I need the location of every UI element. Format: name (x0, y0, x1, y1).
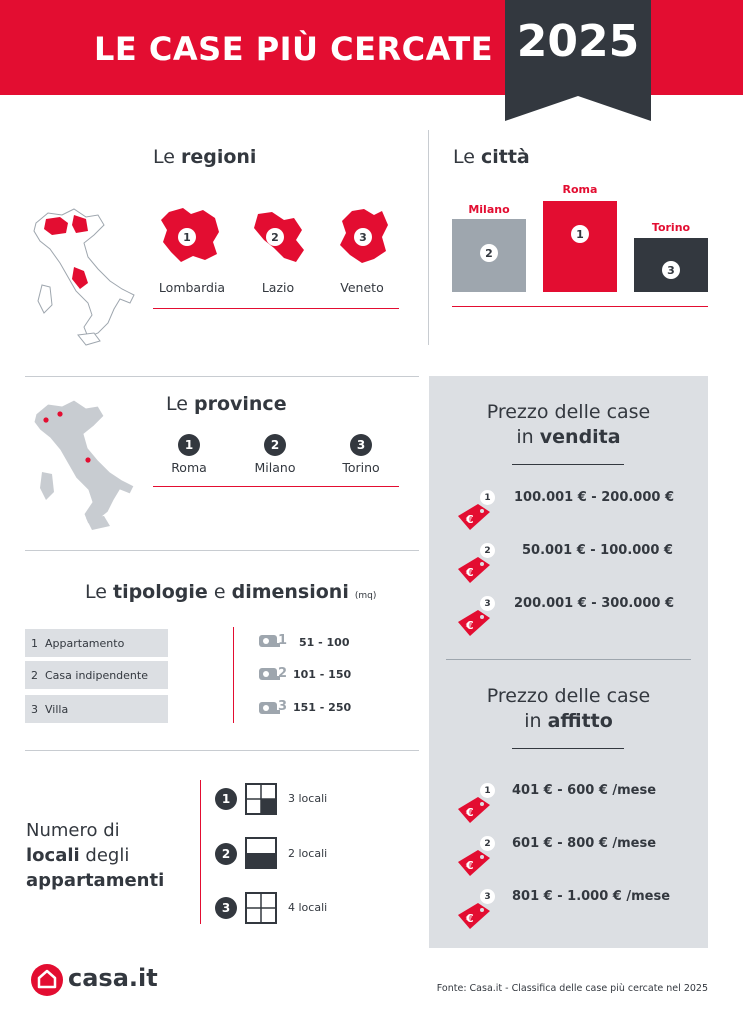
regioni-label-lazio: Lazio (261, 280, 295, 295)
vendita-rank-1-badge: 1 (480, 490, 495, 505)
vendita-rank-3-badge: 3 (480, 596, 495, 611)
divider-3 (25, 750, 419, 751)
citta-rank-roma-badge: 1 (571, 225, 589, 243)
citta-rank-milano-badge: 2 (480, 244, 498, 262)
province-label-milano: Milano (254, 460, 296, 475)
citta-label-torino: Torino (651, 221, 691, 234)
vendita-rank-2-badge: 2 (480, 543, 495, 558)
floorplan-4-icon (245, 892, 277, 924)
vendita-value-1: 100.001 € - 200.000 € (514, 490, 675, 505)
regioni-rank-1-badge: 1 (178, 228, 196, 246)
svg-text:€: € (466, 806, 474, 819)
vendita-value-2: 50.001 € - 100.000 € (522, 543, 673, 558)
affitto-rank-3-badge: 3 (480, 889, 495, 904)
affitto-rank-2-badge: 2 (480, 836, 495, 851)
size-row-3 (258, 699, 280, 719)
vendita-heading: Prezzo delle case in vendita (486, 401, 651, 448)
italy-map-province-icon (30, 398, 146, 532)
regioni-rank-3-badge: 3 (354, 228, 372, 246)
tape-measure-icon (258, 632, 280, 648)
floorplan-2-icon (245, 837, 277, 869)
affitto-heading: Prezzo delle case in affitto (486, 685, 651, 732)
tipologie-red-divider (233, 627, 234, 723)
source-note: Fonte: Casa.it - Classifica delle case più cercate nel 2025 (436, 983, 708, 994)
tipologia-item-2: 2 Casa indipendente (25, 661, 168, 689)
affitto-rank-1-badge: 1 (480, 783, 495, 798)
locali-rank-1-badge: 1 (215, 788, 237, 810)
citta-heading: Le città (453, 146, 530, 168)
locali-red-divider (200, 780, 201, 924)
vendita-underline (512, 464, 624, 465)
province-rank-2-badge: 2 (264, 434, 286, 456)
svg-text:€: € (466, 619, 474, 632)
citta-rank-torino-badge: 3 (662, 261, 680, 279)
floorplan-3-icon (245, 783, 277, 815)
tipologie-heading: Le tipologie e dimensioni (mq) (85, 581, 377, 603)
tape-measure-icon (258, 699, 280, 715)
citta-underline (452, 306, 708, 307)
size-row-2 (258, 665, 280, 685)
affitto-value-1: 401 € - 600 € /mese (512, 783, 657, 798)
locali-label-1: 3 locali (288, 792, 328, 805)
regioni-label-veneto: Veneto (340, 280, 384, 295)
province-underline (153, 486, 399, 487)
tape-measure-icon (258, 665, 280, 681)
divider-1 (25, 376, 419, 377)
euro-tag-icon (456, 555, 492, 585)
province-rank-1-badge: 1 (178, 434, 200, 456)
panel-divider (446, 659, 691, 660)
euro-tag-icon (456, 795, 492, 825)
province-label-roma: Roma (171, 460, 207, 475)
citta-label-milano: Milano (468, 203, 510, 216)
tipologia-item-1: 1 Appartamento (25, 629, 168, 657)
vendita-value-3: 200.001 € - 300.000 € (514, 596, 675, 611)
svg-text:€: € (466, 912, 474, 925)
size-range-2: 101 - 150 (293, 668, 352, 681)
euro-tag-icon (456, 608, 492, 638)
affitto-value-3: 801 € - 1.000 € /mese (512, 889, 671, 904)
divider-2 (25, 550, 419, 551)
svg-text:€: € (466, 566, 474, 579)
locali-rank-3-badge: 3 (215, 897, 237, 919)
size-range-3: 151 - 250 (293, 701, 352, 714)
locali-rank-2-badge: 2 (215, 843, 237, 865)
regioni-heading: Le regioni (153, 146, 257, 168)
province-label-torino: Torino (342, 460, 380, 475)
euro-tag-icon (456, 502, 492, 532)
page-title: LE CASE PIÙ CERCATE (94, 30, 494, 68)
affitto-underline (512, 748, 624, 749)
size-rank-1: 1 (278, 633, 288, 648)
regioni-label-lombardia: Lombardia (158, 280, 226, 295)
citta-bar-roma (543, 201, 617, 292)
italy-map-regioni-icon (28, 205, 140, 347)
size-rank-2: 2 (278, 666, 288, 681)
tipologia-item-3: 3 Villa (25, 695, 168, 723)
casa-logo-text[interactable]: casa.it (68, 964, 158, 992)
locali-label-2: 2 locali (288, 847, 328, 860)
svg-text:€: € (466, 513, 474, 526)
locali-label-3: 4 locali (288, 901, 328, 914)
size-row-1 (258, 632, 280, 652)
euro-tag-icon (456, 848, 492, 878)
citta-label-roma: Roma (562, 183, 598, 196)
locali-heading: Numero di locali degli appartamenti (26, 820, 165, 891)
top-vertical-divider (428, 130, 429, 345)
province-heading: Le province (166, 393, 287, 415)
size-range-1: 51 - 100 (299, 636, 350, 649)
size-rank-3: 3 (278, 699, 288, 714)
casa-logo-icon[interactable] (30, 963, 64, 997)
svg-text:€: € (466, 859, 474, 872)
affitto-value-2: 601 € - 800 € /mese (512, 836, 657, 851)
regioni-rank-2-badge: 2 (266, 228, 284, 246)
province-rank-3-badge: 3 (350, 434, 372, 456)
year-label: 2025 (516, 16, 640, 67)
regioni-underline (153, 308, 399, 309)
euro-tag-icon (456, 901, 492, 931)
